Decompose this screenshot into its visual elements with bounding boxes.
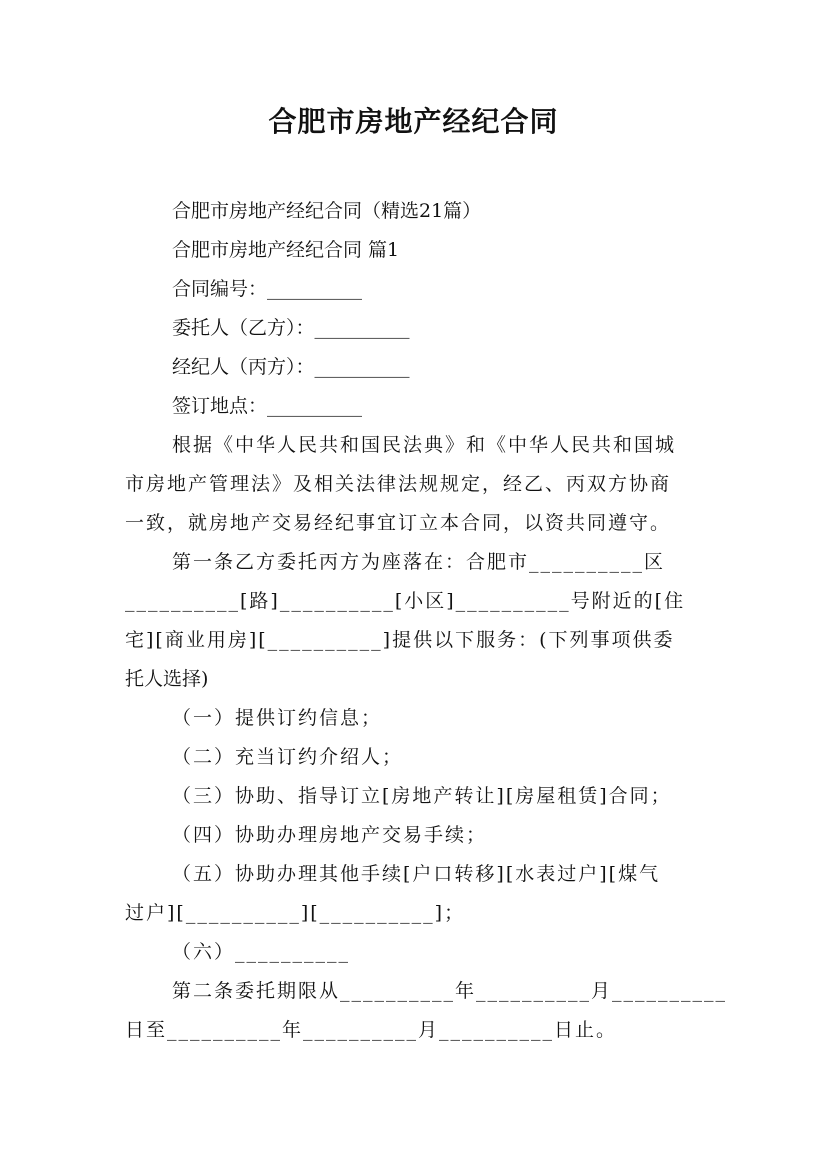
document-title: 合肥市房地产经纪合同: [268, 105, 559, 138]
service-item: （一）提供订约信息；: [172, 707, 383, 729]
article-two-line: 第二条委托期限从__________年__________月__________: [172, 980, 728, 1002]
paragraph-line: 市房地产管理法》及相关法律法规规定，经乙、丙双方协商: [125, 473, 672, 495]
doc-subtitle: 合肥市房地产经纪合同（精选21篇）: [172, 200, 482, 222]
service-item: （五）协助办理其他手续[户口转移][水表过户][煤气: [172, 863, 661, 885]
contract-number-field: 合同编号：__________: [172, 278, 363, 300]
service-item: （三）协助、指导订立[房地产转让][房屋租赁]合同；: [172, 785, 672, 807]
article-two-line: 日至__________年__________月__________日止。: [125, 1019, 618, 1041]
service-item: （二）充当订约介绍人；: [172, 746, 404, 768]
article-one-line: __________[路]__________[小区]__________号附近的[住: [125, 590, 686, 612]
paragraph-line: 根据《中华人民共和国民法典》和《中华人民共和国城: [172, 434, 677, 456]
paragraph-line: 一致，就房地产交易经纪事宜订立本合同，以资共同遵守。: [125, 512, 672, 534]
service-item: （四）协助办理房地产交易手续；: [172, 824, 488, 846]
signing-place-field: 签订地点：__________: [172, 395, 363, 417]
service-item: 过户][__________][__________]；: [125, 902, 466, 924]
broker-party-field: 经纪人（丙方）：__________: [172, 356, 410, 378]
service-item: （六）__________: [172, 941, 351, 963]
doc-section-heading: 合肥市房地产经纪合同 篇1: [172, 239, 400, 261]
article-one-line: 第一条乙方委托丙方为座落在：合肥市__________区: [172, 551, 666, 573]
client-party-field: 委托人（乙方）：__________: [172, 317, 410, 339]
article-one-line: 宅][商业用房][__________]提供以下服务：(下列事项供委: [125, 629, 675, 651]
article-one-line: 托人选择): [125, 668, 209, 690]
